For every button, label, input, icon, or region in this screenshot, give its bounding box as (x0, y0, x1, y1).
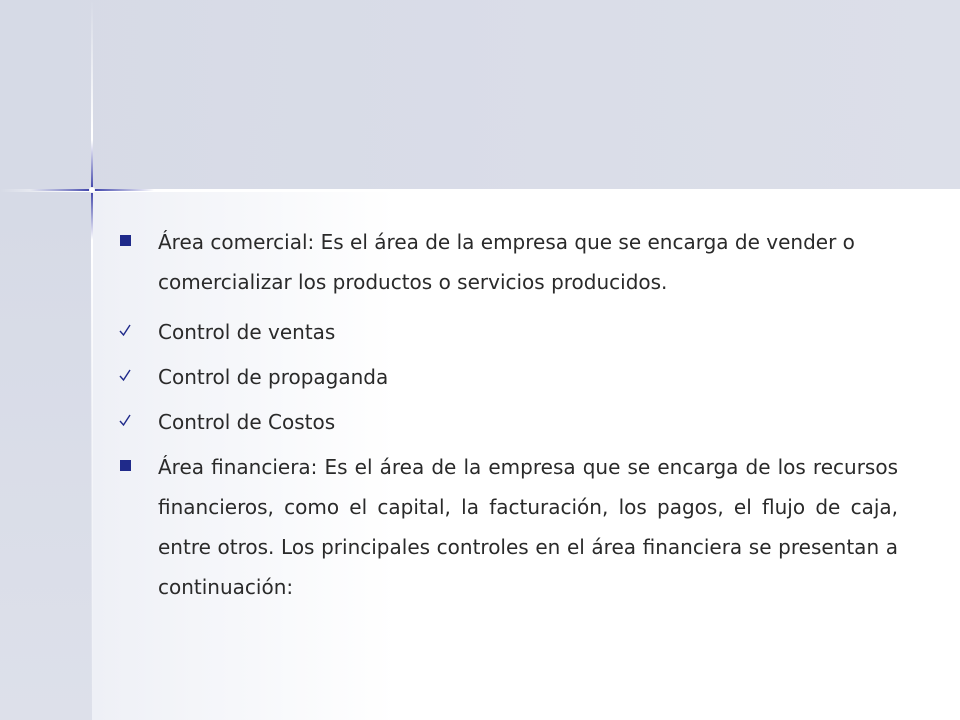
checkmark-icon (118, 322, 132, 338)
checkmark-icon (118, 367, 132, 383)
sparkle-star-icon (0, 0, 200, 260)
list-item-control-ventas (118, 312, 898, 352)
list-item-text: Control de Costos (158, 410, 336, 434)
list-item-text: Área comercial: Es el área de la empresa que se encarga de vender o comercializar los productos o servicios producidos. (158, 230, 855, 294)
list-item-area-financiera (118, 447, 898, 607)
square-bullet-icon (120, 235, 131, 246)
list-item-area-comercial (118, 222, 898, 302)
list-item-text: Control de ventas (158, 320, 336, 344)
square-bullet-icon (120, 460, 131, 471)
slide-content (118, 222, 898, 617)
left-band (0, 192, 92, 720)
list-item-text: Control de propaganda (158, 365, 389, 389)
list-item-text: Área financiera: Es el área de la empresa que se encarga de los recursos financieros, como el capital, la facturación, los pagos, el flujo de caja, entre otros. Los principales controles en el área financiera se presentan a continuación: (158, 455, 898, 599)
list-item-control-propaganda (118, 357, 898, 397)
list-item-control-costos (118, 402, 898, 442)
checkmark-icon (118, 412, 132, 428)
